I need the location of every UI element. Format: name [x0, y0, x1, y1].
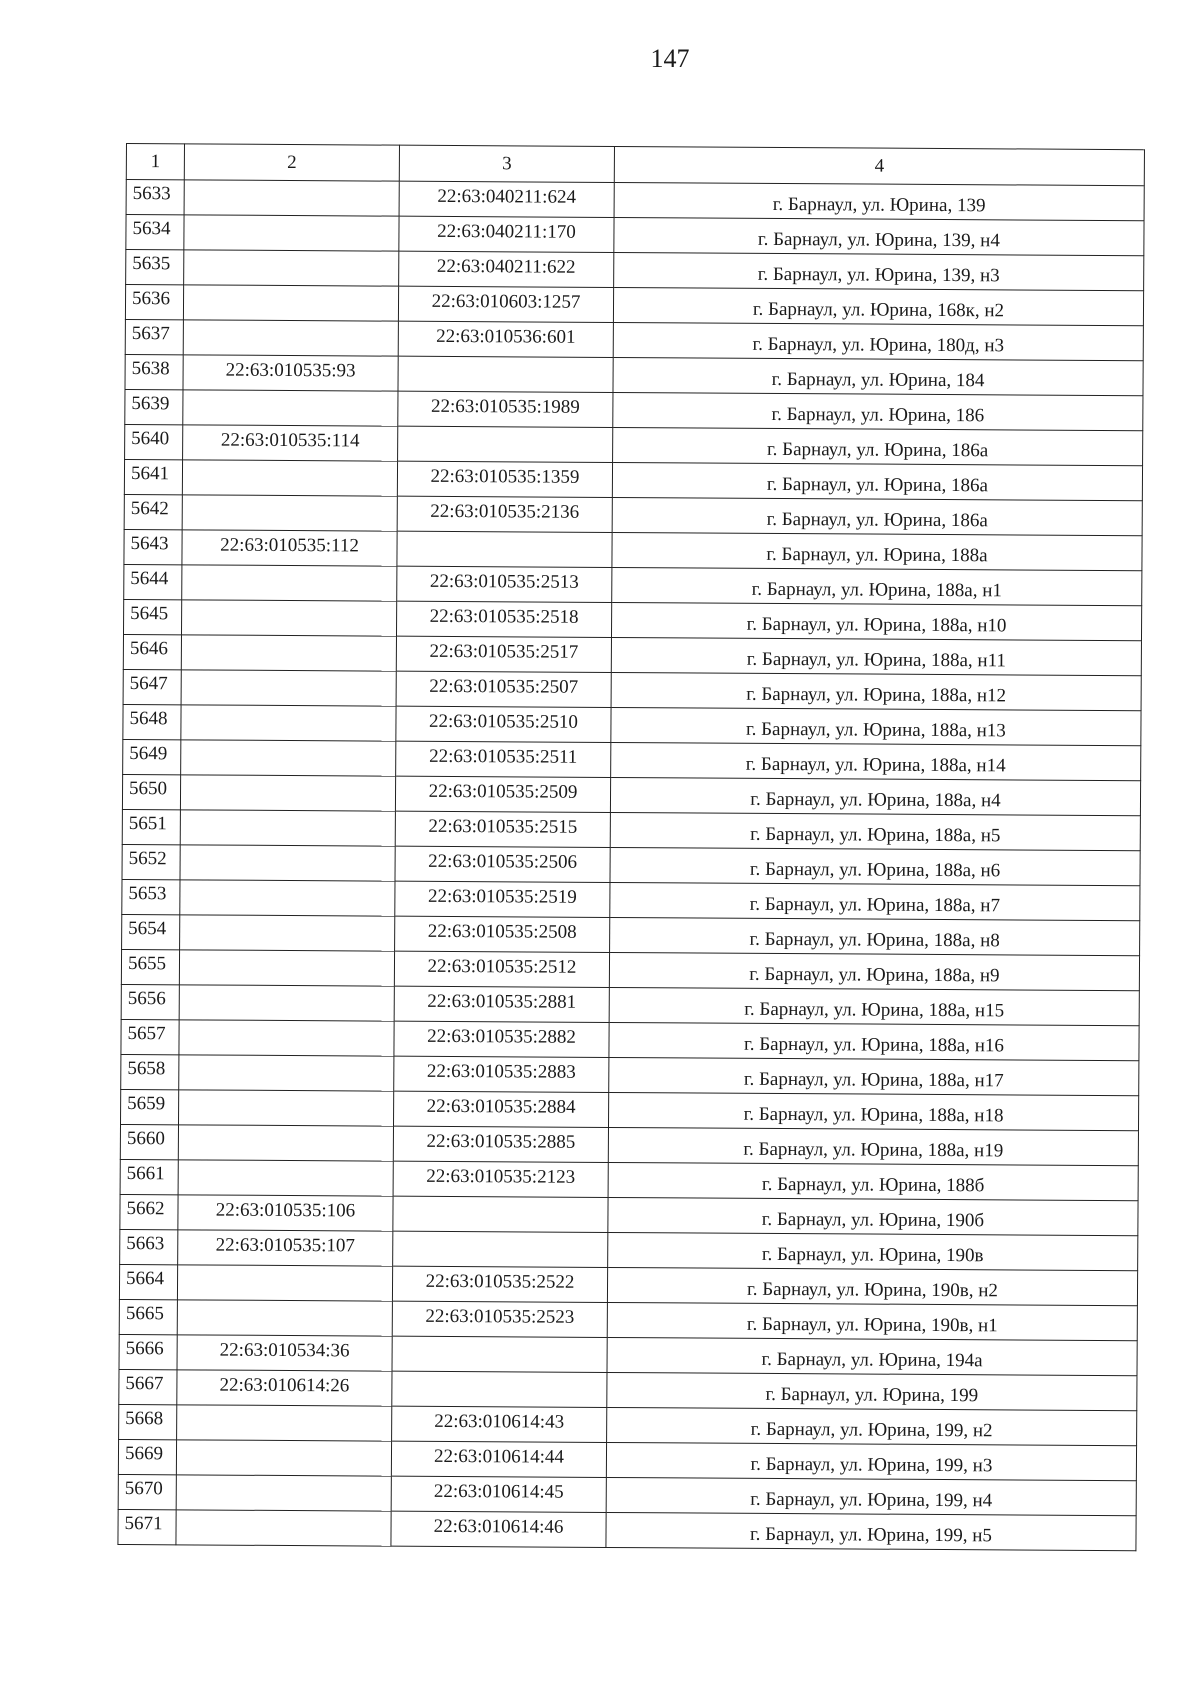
building-cadastral-number-cell [179, 1020, 394, 1056]
building-cadastral-number-cell [180, 880, 395, 916]
premises-cadastral-number-cell: 22:63:010535:2511 [396, 741, 611, 777]
building-cadastral-number-cell [183, 285, 398, 321]
address-cell: г. Барнаул, ул. Юрина, 199, н3 [606, 1442, 1136, 1480]
premises-cadastral-number-cell: 22:63:010614:43 [392, 1406, 607, 1442]
address-cell: г. Барнаул, ул. Юрина, 188а, н18 [608, 1092, 1138, 1130]
address-cell: г. Барнаул, ул. Юрина, 186а [612, 497, 1142, 535]
table-body [118, 180, 1144, 1551]
row-number-cell: 5639 [125, 389, 183, 424]
building-cadastral-number-cell [183, 390, 398, 426]
row-number-cell: 5668 [119, 1404, 177, 1439]
building-cadastral-number-cell: 22:63:010535:106 [178, 1195, 393, 1231]
row-number-cell: 5636 [125, 285, 183, 320]
address-cell: г. Барнаул, ул. Юрина, 188а, н8 [610, 917, 1140, 955]
building-cadastral-number-cell: 22:63:010535:114 [183, 425, 398, 461]
address-cell: г. Барнаул, ул. Юрина, 190б [608, 1197, 1138, 1235]
premises-cadastral-number-cell [393, 1196, 608, 1232]
premises-cadastral-number-cell: 22:63:010535:2512 [394, 951, 609, 987]
building-cadastral-number-cell [179, 985, 394, 1021]
address-cell: г. Барнаул, ул. Юрина, 188а, н9 [609, 952, 1139, 990]
premises-cadastral-number-cell [392, 1371, 607, 1407]
row-number-cell: 5633 [126, 180, 184, 215]
premises-cadastral-number-cell: 22:63:010603:1257 [398, 286, 613, 322]
address-cell: г. Барнаул, ул. Юрина, 188б [608, 1162, 1138, 1200]
address-cell: г. Барнаул, ул. Юрина, 168к, н2 [613, 287, 1143, 325]
address-cell: г. Барнаул, ул. Юрина, 188а, н10 [611, 602, 1141, 640]
address-cell: г. Барнаул, ул. Юрина, 188а, н19 [608, 1127, 1138, 1165]
building-cadastral-number-cell [183, 320, 398, 356]
address-cell: г. Барнаул, ул. Юрина, 190в [608, 1232, 1138, 1270]
row-number-cell: 5638 [125, 354, 183, 389]
premises-cadastral-number-cell: 22:63:010535:2885 [393, 1126, 608, 1162]
row-number-cell: 5661 [120, 1159, 178, 1194]
address-cell: г. Барнаул, ул. Юрина, 180д, н3 [613, 322, 1143, 360]
row-number-cell: 5634 [126, 215, 184, 250]
row-number-cell: 5647 [123, 669, 181, 704]
premises-cadastral-number-cell: 22:63:010535:2507 [396, 671, 611, 707]
premises-cadastral-number-cell: 22:63:010535:2518 [396, 601, 611, 637]
premises-cadastral-number-cell: 22:63:010535:2509 [395, 776, 610, 812]
premises-cadastral-number-cell: 22:63:010535:2506 [395, 846, 610, 882]
premises-cadastral-number-cell: 22:63:040211:170 [399, 216, 614, 252]
premises-cadastral-number-cell: 22:63:010535:2884 [393, 1091, 608, 1127]
building-cadastral-number-cell [180, 845, 395, 881]
address-cell: г. Барнаул, ул. Юрина, 139 [614, 182, 1144, 220]
premises-cadastral-number-cell [398, 356, 613, 392]
building-cadastral-number-cell [182, 460, 397, 496]
building-cadastral-number-cell [184, 180, 399, 216]
premises-cadastral-number-cell: 22:63:010535:2881 [394, 986, 609, 1022]
premises-cadastral-number-cell: 22:63:010535:2883 [394, 1056, 609, 1092]
building-cadastral-number-cell: 22:63:010534:36 [177, 1335, 392, 1371]
premises-cadastral-number-cell: 22:63:010535:1359 [397, 461, 612, 497]
premises-cadastral-number-cell: 22:63:010535:1989 [398, 391, 613, 427]
address-cell: г. Барнаул, ул. Юрина, 184 [613, 357, 1143, 395]
building-cadastral-number-cell [184, 215, 399, 251]
address-cell: г. Барнаул, ул. Юрина, 139, н3 [614, 252, 1144, 290]
address-cell: г. Барнаул, ул. Юрина, 188а, н5 [610, 812, 1140, 850]
address-cell: г. Барнаул, ул. Юрина, 188а, н7 [610, 882, 1140, 920]
row-number-cell: 5659 [121, 1089, 179, 1124]
building-cadastral-number-cell [177, 1405, 392, 1441]
row-number-cell: 5643 [124, 529, 182, 564]
row-number-cell: 5667 [119, 1369, 177, 1404]
building-cadastral-number-cell: 22:63:010614:26 [177, 1370, 392, 1406]
address-cell: г. Барнаул, ул. Юрина, 190в, н2 [607, 1267, 1137, 1305]
row-number-cell: 5645 [123, 599, 181, 634]
address-cell: г. Барнаул, ул. Юрина, 188а, н6 [610, 847, 1140, 885]
premises-cadastral-number-cell: 22:63:010535:2515 [395, 811, 610, 847]
premises-cadastral-number-cell: 22:63:010614:45 [391, 1476, 606, 1512]
building-cadastral-number-cell [176, 1475, 391, 1511]
address-cell: г. Барнаул, ул. Юрина, 199, н5 [606, 1512, 1136, 1550]
table-header-row [126, 144, 1144, 186]
register-table [117, 143, 1145, 1551]
row-number-cell: 5666 [119, 1334, 177, 1369]
address-cell: г. Барнаул, ул. Юрина, 188а, н15 [609, 987, 1139, 1025]
premises-cadastral-number-cell: 22:63:010535:2522 [392, 1266, 607, 1302]
row-number-cell: 5641 [124, 459, 182, 494]
row-number-cell: 5655 [121, 949, 179, 984]
premises-cadastral-number-cell [392, 1336, 607, 1372]
row-number-cell: 5651 [122, 809, 180, 844]
premises-cadastral-number-cell [393, 1231, 608, 1267]
building-cadastral-number-cell [181, 670, 396, 706]
address-cell: г. Барнаул, ул. Юрина, 188а, н1 [612, 567, 1142, 605]
page-number: 147 [650, 44, 690, 73]
building-cadastral-number-cell: 22:63:010535:93 [183, 355, 398, 391]
building-cadastral-number-cell: 22:63:010535:107 [178, 1230, 393, 1266]
building-cadastral-number-cell [180, 775, 395, 811]
column-header-3: 3 [399, 145, 614, 182]
building-cadastral-number-cell [181, 705, 396, 741]
premises-cadastral-number-cell [397, 531, 612, 567]
building-cadastral-number-cell [179, 950, 394, 986]
column-header-4: 4 [614, 146, 1144, 185]
building-cadastral-number-cell [178, 1125, 393, 1161]
premises-cadastral-number-cell: 22:63:010535:2136 [397, 496, 612, 532]
premises-cadastral-number-cell: 22:63:010535:2882 [394, 1021, 609, 1057]
row-number-cell: 5637 [125, 319, 183, 354]
premises-cadastral-number-cell: 22:63:010535:2519 [395, 881, 610, 917]
row-number-cell: 5640 [125, 424, 183, 459]
address-cell: г. Барнаул, ул. Юрина, 188а, н4 [610, 777, 1140, 815]
building-cadastral-number-cell [178, 1160, 393, 1196]
premises-cadastral-number-cell: 22:63:010535:2508 [395, 916, 610, 952]
address-cell: г. Барнаул, ул. Юрина, 188а [612, 532, 1142, 570]
building-cadastral-number-cell [179, 1055, 394, 1091]
premises-cadastral-number-cell: 22:63:010614:44 [391, 1441, 606, 1477]
building-cadastral-number-cell [180, 915, 395, 951]
address-cell: г. Барнаул, ул. Юрина, 194а [607, 1337, 1137, 1375]
building-cadastral-number-cell [182, 565, 397, 601]
premises-cadastral-number-cell: 22:63:010535:2517 [396, 636, 611, 672]
address-cell: г. Барнаул, ул. Юрина, 199, н4 [606, 1477, 1136, 1515]
building-cadastral-number-cell [181, 635, 396, 671]
building-cadastral-number-cell [176, 1440, 391, 1476]
row-number-cell: 5656 [121, 984, 179, 1019]
premises-cadastral-number-cell: 22:63:010536:601 [398, 321, 613, 357]
premises-cadastral-number-cell [398, 426, 613, 462]
row-number-cell: 5654 [122, 914, 180, 949]
row-number-cell: 5669 [118, 1439, 176, 1474]
premises-cadastral-number-cell: 22:63:010535:2123 [393, 1161, 608, 1197]
row-number-cell: 5646 [123, 634, 181, 669]
row-number-cell: 5671 [118, 1509, 176, 1544]
row-number-cell: 5658 [121, 1054, 179, 1089]
address-cell: г. Барнаул, ул. Юрина, 188а, н13 [611, 707, 1141, 745]
row-number-cell: 5648 [123, 704, 181, 739]
address-cell: г. Барнаул, ул. Юрина, 199, н2 [607, 1407, 1137, 1445]
building-cadastral-number-cell [184, 250, 399, 286]
column-header-2: 2 [184, 144, 399, 181]
address-cell: г. Барнаул, ул. Юрина, 188а, н11 [611, 637, 1141, 675]
address-cell: г. Барнаул, ул. Юрина, 188а, н16 [609, 1022, 1139, 1060]
premises-cadastral-number-cell: 22:63:040211:624 [399, 181, 614, 217]
address-cell: г. Барнаул, ул. Юрина, 188а, н14 [611, 742, 1141, 780]
building-cadastral-number-cell [177, 1265, 392, 1301]
column-header-1: 1 [126, 144, 184, 180]
building-cadastral-number-cell: 22:63:010535:112 [182, 530, 397, 566]
row-number-cell: 5665 [119, 1299, 177, 1334]
address-cell: г. Барнаул, ул. Юрина, 190в, н1 [607, 1302, 1137, 1340]
row-number-cell: 5650 [122, 774, 180, 809]
building-cadastral-number-cell [176, 1510, 391, 1546]
row-number-cell: 5664 [119, 1264, 177, 1299]
address-cell: г. Барнаул, ул. Юрина, 139, н4 [614, 217, 1144, 255]
building-cadastral-number-cell [180, 810, 395, 846]
address-cell: г. Барнаул, ул. Юрина, 188а, н12 [611, 672, 1141, 710]
address-cell: г. Барнаул, ул. Юрина, 186 [613, 392, 1143, 430]
row-number-cell: 5649 [123, 739, 181, 774]
premises-cadastral-number-cell: 22:63:010535:2513 [397, 566, 612, 602]
building-cadastral-number-cell [181, 740, 396, 776]
building-cadastral-number-cell [179, 1090, 394, 1126]
premises-cadastral-number-cell: 22:63:040211:622 [399, 251, 614, 287]
row-number-cell: 5662 [120, 1194, 178, 1229]
address-cell: г. Барнаул, ул. Юрина, 186а [613, 427, 1143, 465]
premises-cadastral-number-cell: 22:63:010535:2523 [392, 1301, 607, 1337]
row-number-cell: 5652 [122, 844, 180, 879]
table-row [118, 1509, 1136, 1550]
row-number-cell: 5670 [118, 1474, 176, 1509]
premises-cadastral-number-cell: 22:63:010535:2510 [396, 706, 611, 742]
register-table-wrapper [117, 143, 1144, 1551]
address-cell: г. Барнаул, ул. Юрина, 199 [607, 1372, 1137, 1410]
row-number-cell: 5644 [124, 564, 182, 599]
row-number-cell: 5657 [121, 1019, 179, 1054]
building-cadastral-number-cell [182, 495, 397, 531]
address-cell: г. Барнаул, ул. Юрина, 186а [612, 462, 1142, 500]
row-number-cell: 5635 [126, 250, 184, 285]
premises-cadastral-number-cell: 22:63:010614:46 [391, 1511, 606, 1547]
building-cadastral-number-cell [177, 1300, 392, 1336]
row-number-cell: 5642 [124, 494, 182, 529]
row-number-cell: 5663 [120, 1229, 178, 1264]
row-number-cell: 5660 [120, 1124, 178, 1159]
row-number-cell: 5653 [122, 879, 180, 914]
address-cell: г. Барнаул, ул. Юрина, 188а, н17 [609, 1057, 1139, 1095]
building-cadastral-number-cell [181, 600, 396, 636]
